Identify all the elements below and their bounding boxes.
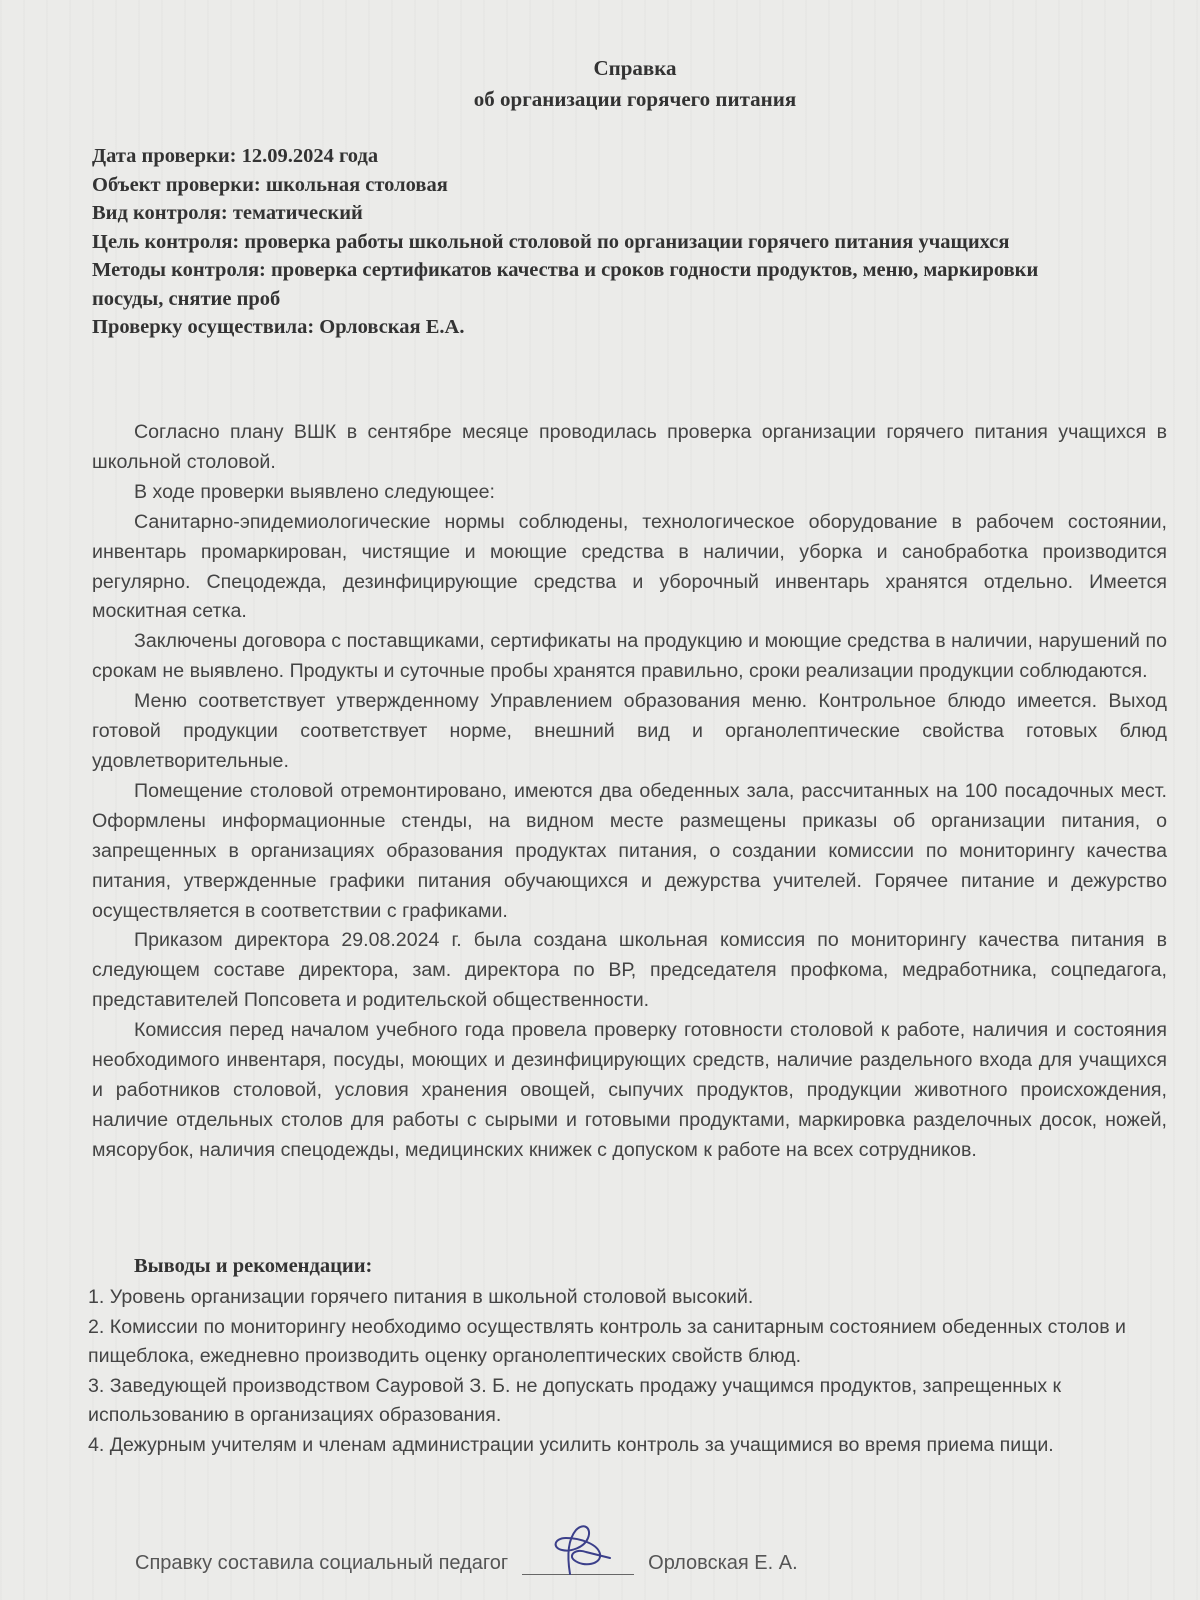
body-paragraph: Санитарно-эпидемиологические нормы соблюдены, технологическое оборудование в рабочем состоянии, инвентарь промаркирован, чистящие и моющие средства в наличии, уборка и санобработка производится регулярно. Спецодежда, дезинфицирующие средства и уборочный инвентарь хранятся отдельно. Имеется москитная сетка. [92,510,1167,623]
body-paragraph: Приказом директора 29.08.2024 г. была создана школьная комиссия по мониторингу качества питания в следующем составе директора, зам. директора по ВР, председателя профкома, медработника, соцпедагога, представителей Попсовета и родительской общественности. [92,929,1167,1012]
body-paragraph: В ходе проверки выявлено следующее: [134,480,495,503]
body-paragraph: Помещение столовой отремонтировано, имеются два обеденных зала, рассчитанных на 100 посадочных мест. Оформлены информационные стенды, на видном месте размещены приказы об организации питания, о запрещенных в организациях образования продуктах питания, о создании комиссии по мониторингу качества питания, утвержденные графики питания обучающихся и дежурства учителей. Горячее питание и дежурство осуществляется в соответствии с графиками. [92,779,1167,922]
inspection-meta [92,142,1102,342]
meta-date: Дата проверки: 12.09.2024 года [92,145,379,167]
conclusion-item: 3. Заведующей производством Сауровой З. Б. не допускать продажу учащимся продуктов, запрещенных к использованию в организациях образования. [88,1374,1062,1427]
conclusion-item: 2. Комиссии по мониторингу необходимо осуществлять контроль за санитарным состоянием обеденных столов и пищеблока, ежедневно производить оценку органолептических свойств блюд. [88,1315,1126,1368]
conclusions-title: Выводы и рекомендации: [134,1255,373,1277]
body-paragraph: Согласно плану ВШК в сентябре месяце проводилась проверка организации горячего питания учащихся в школьной столовой. [92,421,1167,473]
conclusion-item: 4. Дежурным учителям и членам администрации усилить контроль за учащимися во время приема пищи. [88,1433,1054,1456]
document-title: Справка [593,56,677,80]
meta-methods: Методы контроля: проверка сертификатов качества и сроков годности продуктов, меню, маркировки посуды, снятие проб [92,259,1039,310]
conclusion-item: 1. Уровень организации горячего питания в школьной столовой высокий. [88,1286,754,1308]
signature-name: Орловская Е. А. [648,1552,798,1574]
meta-inspector: Проверку осуществила: Орловская Е.А. [92,316,465,338]
body-paragraph: Комиссия перед началом учебного года провела проверку готовности столовой к работе, наличия и состояния необходимого инвентаря, посуды, моющих и дезинфицирующих средств, наличие раздельного входа для учащихся и работников столовой, условия хранения овощей, сыпучих продуктов, продукции животного происхождения, наличие отдельных столов для работы с сырыми и готовыми продуктами, маркировка разделочных досок, ножей, мясорубок, наличия спецодежды, медицинских книжек с допуском к работе на всех сотрудников. [92,1019,1167,1161]
signature-line [522,1548,634,1575]
document-subtitle: об организации горячего питания [473,87,797,111]
meta-object: Объект проверки: школьная столовая [92,173,448,196]
signature-prefix: Справку составила социальный педагог [135,1552,509,1574]
handwritten-signature-icon [540,1522,620,1578]
body-paragraph: Заключены договора с поставщиками, сертификаты на продукцию и моющие средства в наличии, нарушений по срокам не выявлено. Продукты и суточные пробы хранятся правильно, сроки реализации продукции соблюдаются. [92,630,1167,683]
signature-block [135,1548,798,1575]
meta-goal: Цель контроля: проверка работы школьной столовой по организации горячего питания учащихся [92,230,1010,253]
conclusions-list [88,1283,1168,1461]
body-paragraph: Меню соответствует утвержденному Управлением образования меню. Контрольное блюдо имеется. Выход готовой продукции соответствует норме, внешний вид и органолептические свойства готовых блюд удовлетворительные. [92,690,1167,772]
document-body [92,418,1167,1166]
meta-control-type: Вид контроля: тематический [92,202,363,224]
